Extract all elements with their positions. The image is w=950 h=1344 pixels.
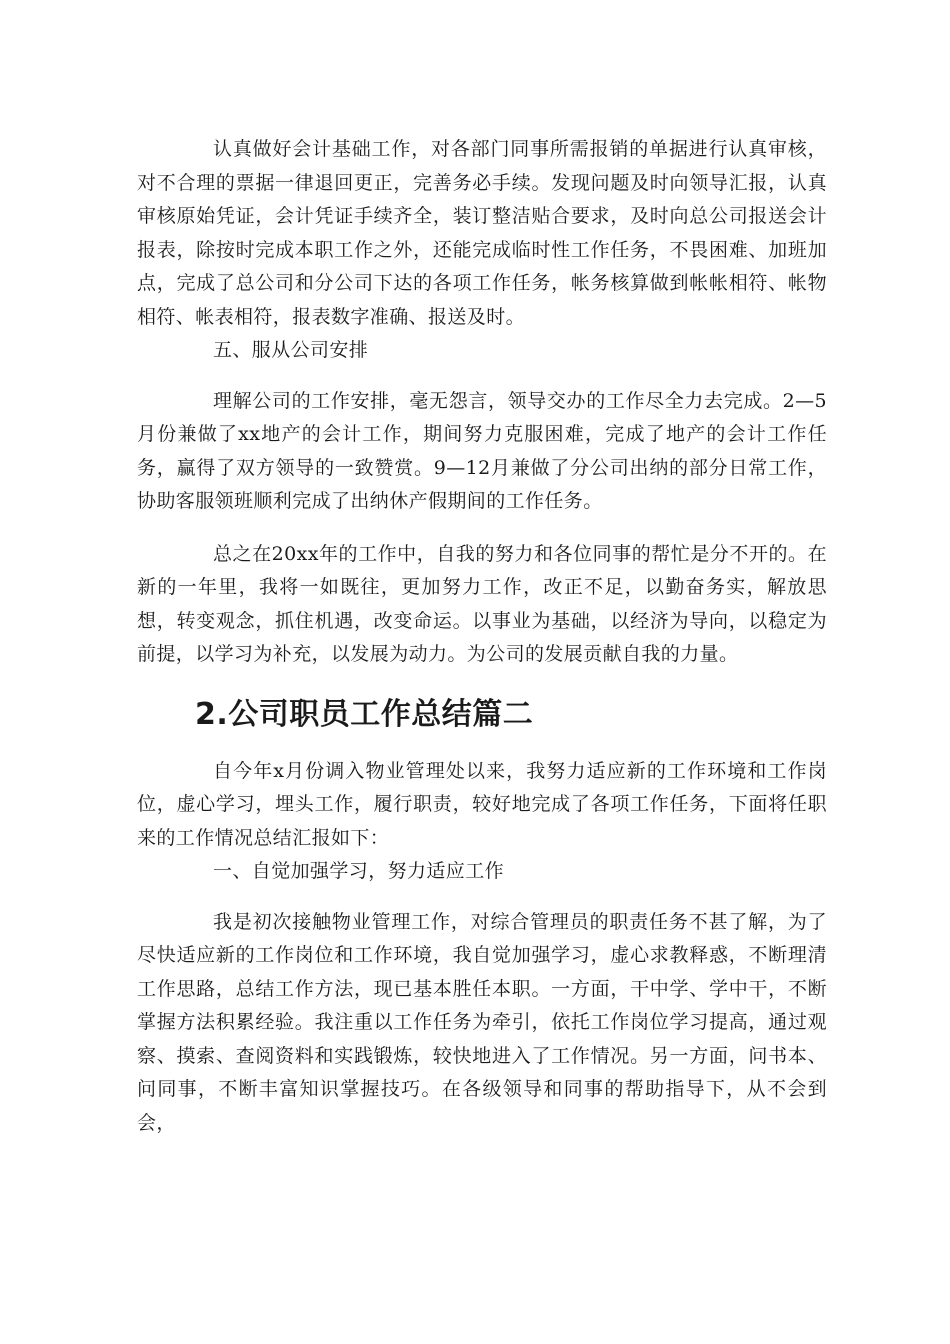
heading-obey-arrangement: 五、服从公司安排 xyxy=(213,339,369,361)
paragraph-intro: 自今年x月份调入物业管理处以来，我努力适应新的工作环境和工作岗位，虚心学习，埋头工作，履行职责，较好地完成了各项工作任务，下面将任职来的工作情况总结汇报如下： xyxy=(137,759,827,849)
document-body xyxy=(137,133,827,1140)
paragraph-accounting-basics: 认真做好会计基础工作，对各部门同事所需报销的单据进行认真审核，对不合理的票据一律退回更正，完善务必手续。发现问题及时向领导汇报，认真审核原始凭证，会计凭证手续齐全，装订整洁贴合要求，及时向总公司报送会计报表，除按时完成本职工作之外，还能完成临时性工作任务，不畏困难、加班加点，完成了总公司和分公司下达的各项工作任务，帐务核算做到帐帐相符、帐物相符、帐表相符，报表数字准确、报送及时。 xyxy=(137,138,827,328)
heading-strengthen-learning: 一、自觉加强学习，努力适应工作 xyxy=(213,860,505,882)
paragraph-obey-arrangement: 理解公司的工作安排，毫无怨言，领导交办的工作尽全力去完成。2—5月份兼做了xx地产的会计工作，期间努力克服困难，完成了地产的会计工作任务，赢得了双方领导的一致赞赏。9—12月兼做了分公司出纳的部分日常工作，协助客服领班顺利完成了出纳休产假期间的工作任务。 xyxy=(137,389,827,512)
paragraph-summary: 总之在20xx年的工作中，自我的努力和各位同事的帮忙是分不开的。在新的一年里，我将一如既往，更加努力工作，改正不足，以勤奋务实，解放思想，转变观念，抓住机遇，改变命运。以事业为基础，以经济为导向，以稳定为前提，以学习为补充，以发展为动力。为公司的发展贡献自我的力量。 xyxy=(137,542,827,665)
section-title: 2.公司职员工作总结篇二 xyxy=(195,696,534,732)
paragraph-strengthen-learning: 我是初次接触物业管理工作，对综合管理员的职责任务不甚了解，为了尽快适应新的工作岗位和工作环境，我自觉加强学习，虚心求教释惑，不断理清工作思路，总结工作方法，现已基本胜任本职。一方面，干中学、学中干，不断掌握方法积累经验。我注重以工作任务为牵引，依托工作岗位学习提高，通过观察、摸索、查阅资料和实践锻炼，较快地进入了工作情况。另一方面，问书本、问同事，不断丰富知识掌握技巧。在各级领导和同事的帮助指导下，从不会到会， xyxy=(137,910,827,1134)
